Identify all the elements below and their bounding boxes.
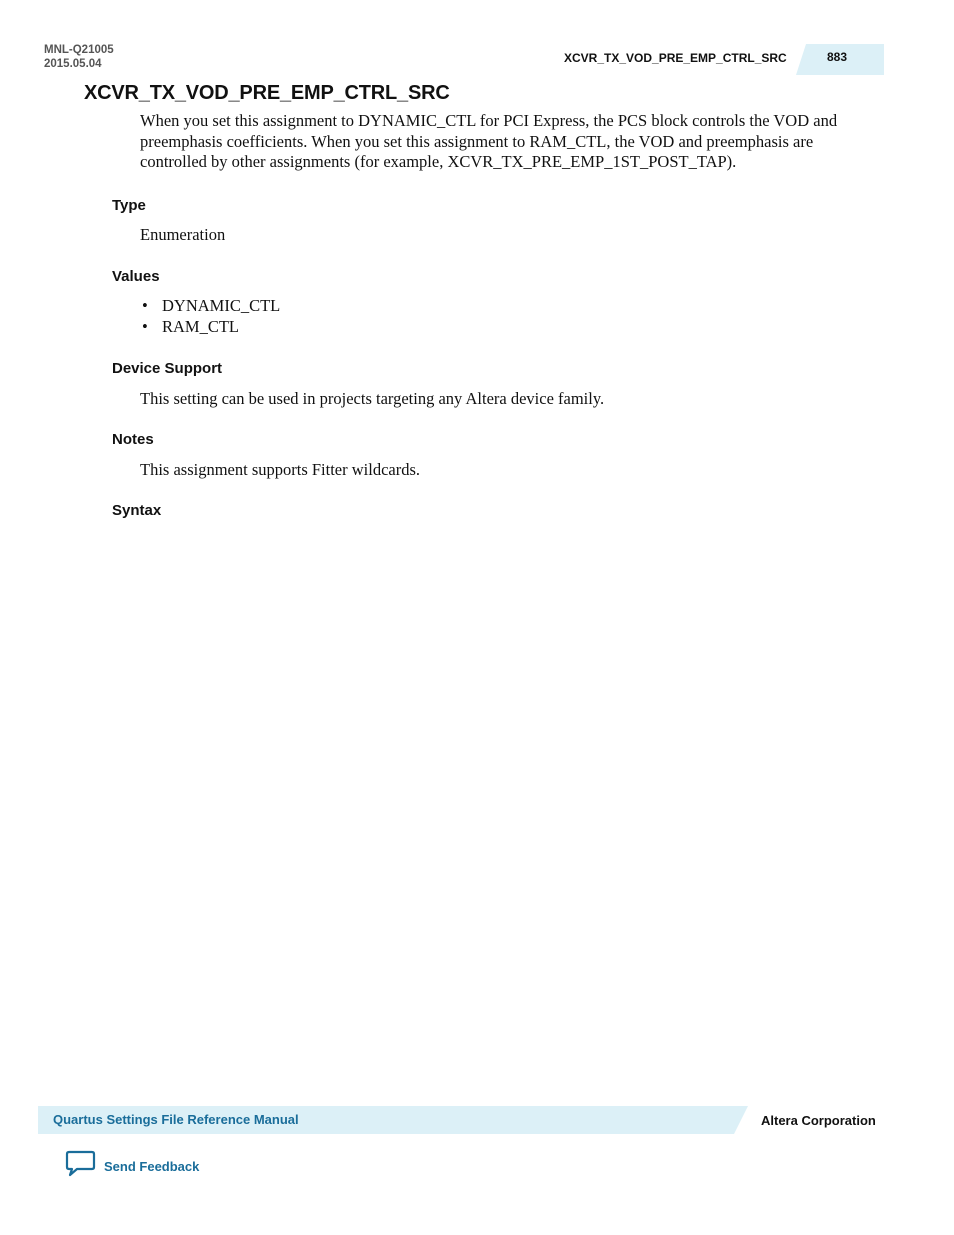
- list-item: [140, 295, 280, 316]
- type-value: Enumeration: [140, 225, 226, 244]
- document-id-block: [44, 43, 114, 71]
- value-label: DYNAMIC_CTL: [162, 296, 281, 315]
- document-id: MNL-Q21005: [44, 44, 114, 56]
- bullet-icon: •: [142, 296, 148, 315]
- device-support-text: This setting can be used in projects targeting any Altera device family.: [140, 389, 605, 408]
- footer-company: Altera Corporation: [761, 1113, 876, 1128]
- type-heading: Type: [112, 197, 146, 214]
- page-number: 883: [827, 50, 848, 64]
- values-list: [140, 295, 280, 337]
- value-label: RAM_CTL: [162, 317, 240, 336]
- list-item: [140, 316, 280, 337]
- notes-heading: Notes: [112, 431, 154, 448]
- document-date: 2015.05.04: [44, 58, 102, 70]
- intro-paragraph: When you set this assignment to DYNAMIC_CTL for PCI Express, the PCS block controls the VOD and preemphasis coefficients. When you set this assignment to RAM_CTL, the VOD and preemphasis are controlled by other assignments (for example, XCVR_TX_PRE_EMP_1ST_POST_TAP).: [140, 111, 838, 171]
- page-title: XCVR_TX_VOD_PRE_EMP_CTRL_SRC: [84, 82, 450, 104]
- send-feedback-link[interactable]: [65, 1150, 199, 1182]
- device-support-heading: Device Support: [112, 360, 223, 377]
- notes-text: This assignment supports Fitter wildcards.: [140, 460, 421, 479]
- values-heading: Values: [112, 268, 160, 285]
- send-feedback-label: Send Feedback: [104, 1158, 200, 1174]
- syntax-heading: Syntax: [112, 502, 162, 519]
- footer-manual-title: Quartus Settings File Reference Manual: [53, 1112, 299, 1127]
- speech-bubble-icon: [65, 1150, 96, 1182]
- bullet-icon: •: [142, 317, 148, 336]
- running-header-title: XCVR_TX_VOD_PRE_EMP_CTRL_SRC: [564, 51, 787, 65]
